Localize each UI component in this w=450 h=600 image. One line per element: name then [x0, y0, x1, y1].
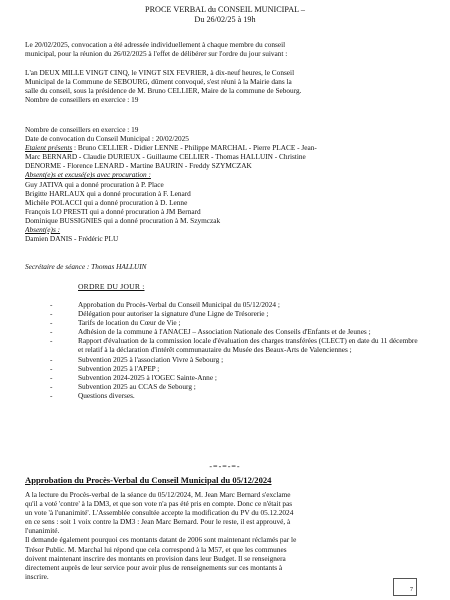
text-line: Trésor Public. M. Marchal lui répond que cela correspond à la M57, et que les communes	[25, 544, 287, 554]
present-members-cont: DENORME - Florence LENARD - Martine BAURIN - Freddy SZYMCZAK	[25, 161, 252, 171]
text-line: l'unanimité.	[25, 526, 60, 536]
agenda-list	[50, 300, 422, 400]
section-title: Approbation du Procès-Verbal du Conseil Municipal du 05/12/2024	[25, 475, 272, 485]
agenda-item: - Adhésion de la commune à l'ANACEJ – Association Nationale des Conseils d'Enfants et de Jeunes ;	[50, 327, 371, 337]
text-line: Nombre de conseillers en exercice : 19	[25, 95, 139, 105]
agenda-item: - Subvention 2024-2025 à l'OGEC Sainte-Anne ;	[50, 372, 217, 382]
section-separator: -=-=-=-	[209, 462, 241, 471]
proxy-line: François LO PRESTI qui a donné procuration à JM Bernard	[25, 206, 201, 216]
document-title: PROCE VERBAL du CONSEIL MUNICIPAL –	[145, 5, 305, 14]
session-paragraph	[25, 68, 427, 104]
text-line: Il demande également pourquoi ces montants datant de 2006 sont maintenant réclamés par le	[25, 535, 297, 545]
agenda-item: - Subvention 2025 à l'APEP ;	[50, 363, 160, 373]
proxy-line: Guy JATIVA qui a donné procuration à P. Place	[25, 179, 164, 189]
present-names: : Bruno CELLIER - Didier LENNE - Philippe MARCHAL - Pierre PLACE - Jean-	[72, 143, 317, 153]
present-label: Etaient présents	[25, 143, 73, 153]
bullet-dash: -	[50, 318, 53, 328]
bullet-dash: -	[50, 300, 53, 309]
text-line: qu'il a voté 'contre' à la DM3, et que son vote n'a pas été pris en compte. Donc ce n'était pas	[25, 499, 293, 509]
agenda-item: - Subvention 2025 à l'association Vivre à Sebourg ;	[50, 354, 224, 364]
bullet-dash: -	[50, 363, 53, 373]
text-line: Municipal de la Commune de SEBOURG, dûment convoqué, s'est réuni à la Mairie dans la	[25, 77, 292, 87]
page-number: 7	[410, 587, 413, 593]
convocation-date: Date de convocation du Conseil Municipal : 20/02/2025	[25, 134, 189, 144]
text-line: salle du conseil, sous la présidence de M. Bruno CELLIER, Maire de la commune de Sebourg.	[25, 86, 302, 96]
bullet-dash: -	[50, 390, 53, 400]
agenda-item: - Délégation pour autoriser la signature d'une Ligne de Trésorerie ;	[50, 309, 269, 319]
section-body	[25, 490, 427, 581]
bullet-dash: -	[50, 336, 53, 346]
document-date: Du 26/02/25 à 19h	[194, 15, 256, 24]
absent-names: Damien DANIS - Frédéric PLU	[25, 234, 119, 244]
agenda-title: ORDRE DU JOUR :	[78, 282, 145, 291]
agenda-item: - Tarifs de location du Cœur de Vie ;	[50, 318, 181, 328]
text-line: en ce sens : soit 1 voix contre la DM3 : Jean Marc Bernard. Pour le reste, il est approuvé, à	[25, 517, 291, 527]
session-secretary: Secrétaire de séance : Thomas HALLUIN	[25, 262, 147, 271]
agenda-item: - Approbation du Procès-Verbal du Conseil Municipal du 05/12/2024 ;	[50, 300, 280, 309]
agenda-item: - Questions diverses.	[50, 390, 135, 400]
attendance-block	[25, 125, 427, 243]
text-line: L'an DEUX MILLE VINGT CINQ, le VINGT SIX FEVRIER, à dix-neuf heures, le Conseil	[25, 68, 295, 77]
text-line: inscrire.	[25, 571, 49, 581]
agenda-item: - Rapport d'évaluation de la commission locale d'évaluation des charges transférées (CLECT) en date du 11 décembre et relatif à la déclaration d'intérêt communautaire du Musée des Beaux-Arts de Valenciennes ;	[50, 336, 418, 355]
bullet-dash: -	[50, 309, 53, 319]
proxy-line: Dominique BUSSIGNIES qui a donné procuration à M. Szymczak	[25, 215, 221, 225]
bullet-dash: -	[50, 327, 53, 337]
page-number-box	[393, 578, 417, 596]
agenda-item: - Subvention 2025 au CCAS de Sebourg ;	[50, 381, 196, 391]
convocation-paragraph	[25, 40, 427, 58]
text-line: Le 20/02/2025, convocation a été adressée individuellement à chaque membre du conseil	[25, 40, 286, 49]
text-line: un vote 'à l'unanimité'. L'Assemblée consultée accepte la modification du PV du 05.12.2024	[25, 508, 294, 518]
councillors-count: Nombre de conseillers en exercice : 19	[25, 125, 139, 134]
present-members	[25, 143, 427, 152]
text-line: A la lecture du Procès-verbal de la séance du 05/12/2024, M. Jean Marc Bernard s'exclame	[25, 490, 291, 499]
proxy-label: Absent(e)s et excusé(e)s avec procuration :	[25, 170, 151, 180]
present-members-cont: Marc BERNARD - Claudie DURIEUX - Guillaume CELLIER - Thomas HALLUIN - Christine	[25, 152, 306, 162]
text-line: doivent maintenant inscrire des montants en provision dans leur Budget. Il se renseignera	[25, 553, 286, 563]
absent-label: Absent(e)s :	[25, 225, 61, 235]
bullet-dash: -	[50, 381, 53, 391]
proxy-line: Michèle POLACCI qui a donné procuration à D. Lenne	[25, 197, 188, 207]
text-line: directement auprès de leur service pour avoir plus de renseignements sur ces montants à	[25, 562, 283, 572]
text-line: municipal, pour la réunion du 26/02/2025 à l'effet de délibérer sur l'ordre du jour suivant :	[25, 49, 288, 59]
bullet-dash: -	[50, 372, 53, 382]
proxy-line: Brigitte HARLAUX qui a donné procuration à F. Lenard	[25, 188, 191, 198]
bullet-dash: -	[50, 354, 53, 364]
